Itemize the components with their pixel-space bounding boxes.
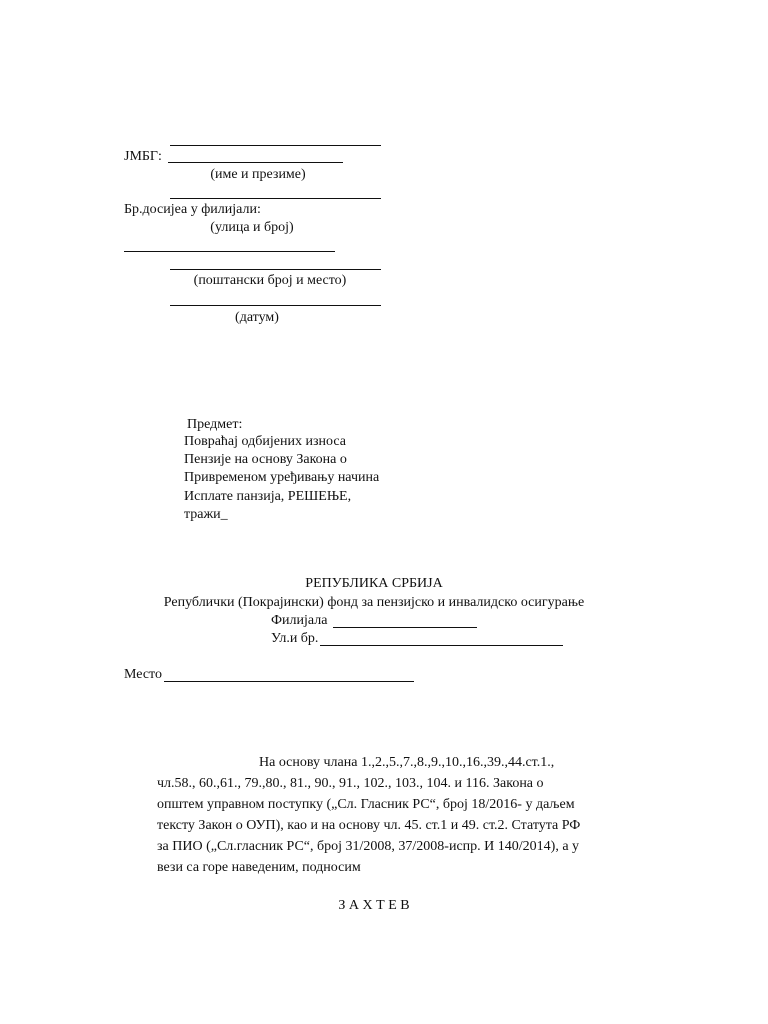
body-line: На основу члана 1.,2.,5.,7.,8.,9.,10.,16.,39.,44.ст.1.,: [259, 755, 555, 770]
body-line: чл.58., 60.,61., 79.,80., 81., 90., 91., 102., 103., 104. и 116. Закона о: [157, 776, 544, 791]
branch-field[interactable]: [333, 627, 477, 628]
subject-line: Повраћај одбијених износа: [184, 434, 346, 449]
place-field[interactable]: [164, 681, 414, 682]
file-number-label: Бр.досијеа у филијали:: [124, 202, 261, 217]
street-field[interactable]: [124, 251, 335, 252]
name-blank-top[interactable]: [170, 145, 381, 146]
subject-line: Привременом уређивању начина: [184, 470, 380, 485]
name-caption: (име и презиме): [210, 167, 306, 182]
file-number-field[interactable]: [170, 198, 381, 199]
subject-label: Предмет:: [187, 417, 243, 432]
street-label: Ул.и бр.: [271, 631, 319, 646]
body-line: вези са горе наведеним, подносим: [157, 860, 361, 875]
place-label: Место: [124, 667, 162, 682]
branch-street-field[interactable]: [320, 645, 563, 646]
jmbg-label: ЈМБГ:: [124, 149, 162, 164]
fund-title: Републички (Покрајински) фонд за пензијско и инвалидско осигурање: [163, 595, 585, 610]
subject-line: тражи_: [184, 507, 228, 522]
body-line: за ПИО („Сл.гласник РС“, број 31/2008, 37/2008-испр. И 140/2014), а у: [157, 839, 580, 854]
request-heading: З А Х Т Е В: [338, 898, 410, 913]
subject-line: Исплате панзија, РЕШЕЊЕ,: [184, 489, 352, 504]
postal-field[interactable]: [170, 269, 381, 270]
body-line: општем управном поступку („Сл. Гласник РС“, број 18/2016- у даљем: [157, 797, 575, 812]
date-caption: (датум): [235, 310, 279, 325]
country-title: РЕПУБЛИКА СРБИЈА: [305, 576, 443, 591]
date-field[interactable]: [170, 305, 381, 306]
street-caption: (улица и број): [210, 220, 294, 235]
subject-line: Пензије на основу Закона о: [184, 452, 347, 467]
body-line: тексту Закон о ОУП), као и на основу чл. 45. ст.1 и 49. ст.2. Статута РФ: [157, 818, 581, 833]
postal-caption: (поштански број и место): [193, 273, 347, 288]
branch-label: Филијала: [271, 613, 328, 628]
jmbg-field[interactable]: [168, 162, 343, 163]
